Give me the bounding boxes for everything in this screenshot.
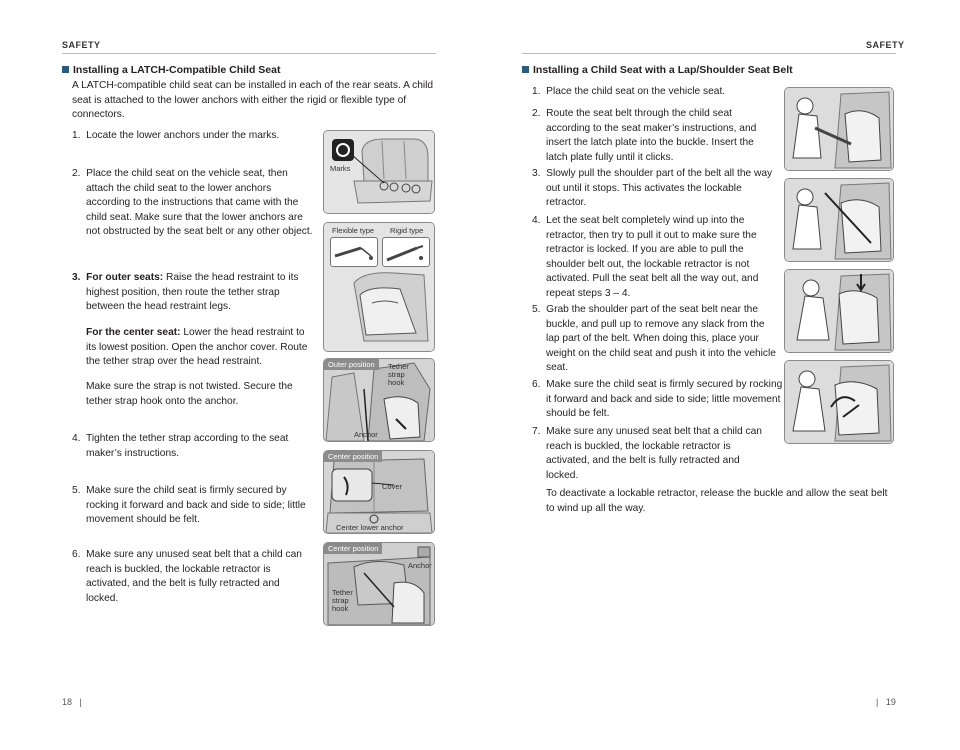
- step-text: Make sure any unused seat belt that a child can reach is buckled, the lockable retractor is activated, and the belt is fully retracted and locked.: [86, 549, 302, 604]
- step-number: 6.: [532, 379, 541, 390]
- left-section-title-text: Installing a LATCH-Compatible Child Seat: [73, 64, 281, 76]
- step-text: Tighten the tether strap according to the seat maker’s instructions.: [85, 433, 289, 459]
- right-page-number: | 19: [876, 697, 896, 707]
- left-section-title: [62, 64, 280, 76]
- left-intro: A LATCH-compatible child seat can be installed in each of the rear seats. A child seat is attached to the lower anchors with either the rigid or flexible type of connectors.: [72, 80, 434, 121]
- step-text: Locate the lower anchors under the marks.: [86, 130, 280, 141]
- flexible-type-label: Flexible type: [332, 226, 375, 235]
- center-lower-anchor-label: Center lower anchor: [336, 523, 404, 532]
- flexible-type-box: [330, 237, 378, 267]
- step-number: 4.: [72, 433, 81, 444]
- left-header-rule: [62, 53, 436, 54]
- step-text: Route the seat belt through the child seat according to the seat maker’s instructions, and insert the latch plate into the buckle. Insert the latch plate fully until it clicks.: [546, 108, 757, 163]
- step-number: 3.: [532, 168, 541, 179]
- figure-lap-belt-step-1: [784, 87, 894, 171]
- step-text: Raise the head restraint to its highest position, then route the tether strap between the head restraint legs.: [86, 272, 299, 313]
- outer-anchor-label: Anchor: [354, 430, 378, 439]
- center-anchor-label: Anchor: [408, 561, 432, 570]
- step-number: 6.: [72, 549, 81, 560]
- center-cover-illustration: [324, 451, 434, 533]
- marks-label: Marks: [330, 164, 351, 173]
- rock-seat-illustration: [785, 361, 893, 443]
- rigid-type-label: Rigid type: [390, 226, 424, 235]
- right-step-1: [532, 85, 786, 100]
- figure-connector-types: [323, 222, 435, 352]
- figure-lap-belt-step-3: [784, 269, 894, 353]
- right-step-5: [532, 303, 778, 376]
- center-position-tag-2: Center position: [324, 543, 382, 554]
- right-step-2: [532, 107, 772, 165]
- rigid-type-box: [382, 237, 430, 267]
- left-step-3-note: Make sure the strap is not twisted. Secure the tether strap hook onto the anchor.: [86, 381, 293, 407]
- step-text: Place the child seat on the vehicle seat, then attach the child seat to the lower anchors according to the instructions that came with the child seat. Make sure that the lower anchors are not obstructed by the seat belt or any other object.: [86, 168, 313, 238]
- right-header-rule: [522, 53, 896, 54]
- right-step-3: [532, 167, 780, 211]
- left-step-5: [72, 484, 320, 528]
- rigid-connector-icon: [383, 238, 429, 266]
- figure-center-cover: [323, 450, 435, 534]
- right-section-title-text: Installing a Child Seat with a Lap/Shoulder Seat Belt: [533, 64, 793, 76]
- figure-lap-belt-step-2: [784, 178, 894, 262]
- flexible-connector-icon: [331, 238, 377, 266]
- step-text: Grab the shoulder part of the seat belt near the buckle, and pull up to remove any slack from the lap part of the belt. When doing this, place your weight on the child seat and push it into the vehicle seat.: [546, 304, 776, 374]
- right-step-6: [532, 378, 786, 422]
- place-child-seat-illustration: [785, 88, 893, 170]
- step-text: Make sure the child seat is firmly secured by rocking it forward and back and side to side; little movement should be felt.: [546, 379, 783, 420]
- outer-tether-label: Tether strap hook: [388, 362, 409, 387]
- left-step-1: [72, 129, 324, 144]
- left-step-2: [72, 167, 316, 240]
- section-marker-icon: [62, 66, 69, 73]
- step-bold-lead: For the center seat:: [86, 327, 181, 338]
- right-step-7: [532, 425, 768, 483]
- right-page-header: SAFETY: [866, 40, 905, 50]
- step-number: 3.: [72, 272, 81, 283]
- left-page-number: 18 |: [62, 697, 82, 707]
- step-text: Slowly pull the shoulder part of the belt all the way out until it stops. This activates the lockable retractor.: [546, 168, 773, 209]
- step-bold-lead: For outer seats:: [86, 272, 164, 283]
- step-text: Make sure the child seat is firmly secured by rocking it forward and back and side to side; little movement should be felt.: [86, 485, 306, 526]
- step-text: Place the child seat on the vehicle seat.: [546, 86, 726, 97]
- figure-center-anchor: [323, 542, 435, 626]
- step-number: 4.: [532, 215, 541, 226]
- center-position-tag: Center position: [324, 451, 382, 462]
- right-section-title: [522, 64, 793, 76]
- left-step-4: [72, 432, 314, 461]
- step-text: Let the seat belt completely wind up into the retractor, then try to pull it out to make sure the retractor is locked. If you are able to pull the shoulder belt out, the lockable retractor is not activated. Pull the seat belt all the way out, and repeat steps 3 – 4.: [546, 215, 759, 299]
- step-number: 1.: [72, 130, 81, 141]
- step-number: 1.: [532, 86, 541, 97]
- section-marker-icon: [522, 66, 529, 73]
- push-seat-illustration: [785, 270, 893, 352]
- left-step-3-center: [86, 326, 308, 370]
- step-text: Make sure any unused seat belt that a child can reach is buckled, the lockable retractor is activated, and the belt is fully retracted and locked.: [546, 426, 762, 481]
- center-tether-label: Tether strap hook: [332, 588, 353, 613]
- route-belt-illustration: [785, 179, 893, 261]
- outer-position-tag: Outer position: [324, 359, 379, 370]
- step-number: 2.: [532, 108, 541, 119]
- outer-position-illustration: [324, 359, 434, 441]
- step-number: 7.: [532, 426, 541, 437]
- step-text: Lower the head restraint to its lowest position. Open the anchor cover. Route the tether strap over the head restraint.: [86, 327, 308, 368]
- figure-lap-belt-step-4: [784, 360, 894, 444]
- deactivate-note: To deactivate a lockable retractor, release the buckle and allow the seat belt to wind up all the way.: [546, 488, 888, 514]
- left-step-3: [72, 271, 320, 315]
- figure-lower-anchor-marks: [323, 130, 435, 214]
- right-step-4: [532, 214, 776, 302]
- left-step-6: [72, 548, 308, 606]
- figure-outer-position: [323, 358, 435, 442]
- cover-label: Cover: [382, 482, 403, 491]
- step-number: 5.: [532, 304, 541, 315]
- step-number: 2.: [72, 168, 81, 179]
- step-number: 5.: [72, 485, 81, 496]
- left-page-header: SAFETY: [62, 40, 101, 50]
